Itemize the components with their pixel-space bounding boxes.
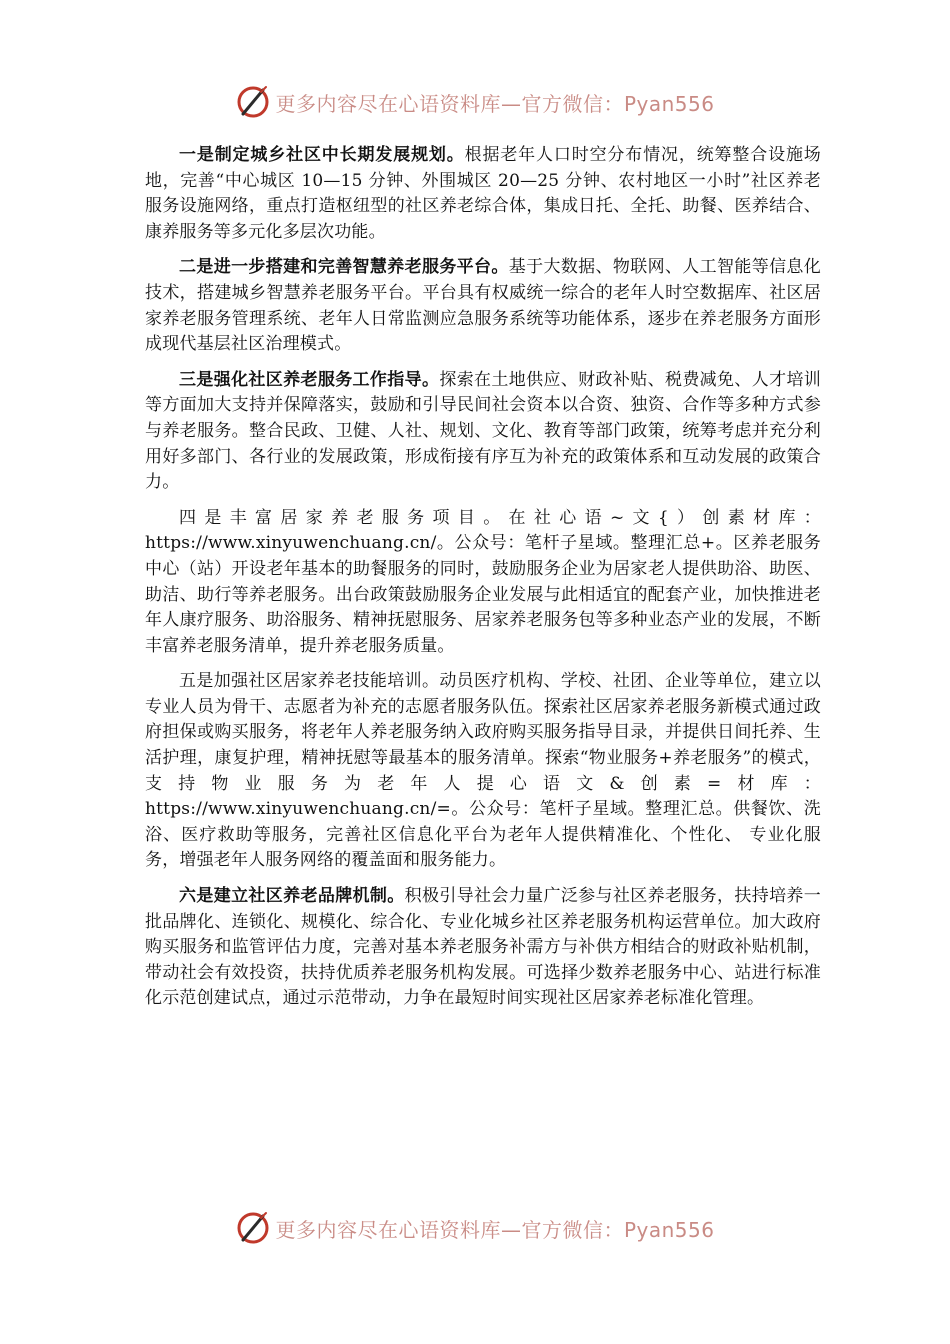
- paragraph-2-body: 基于大数据、物联网、人工智能等信息化技术，搭建城乡智慧养老服务平台。平台具有权威统一综合的老年人时空数据库、社区居家养老服务管理系统、老年人日常监测应急服务系统等功能体系，逐步在养老服务方面形成现代基层社区治理模式。: [145, 257, 821, 355]
- paragraph-1-lead: 一是制定城乡社区中长期发展规划。: [179, 145, 465, 165]
- paragraph-2: [145, 255, 821, 357]
- paragraph-5-body: 五是加强社区居家养老技能培训。动员医疗机构、学校、社团、企业等单位，建立以专业人员为骨干、志愿者为补充的志愿者服务队伍。探索社区居家养老服务新模式通过政府担保或购买服务，将老年人养老服务纳入政府购买服务指导目录，并提供日间托养、生活护理，康复护理，精神抚慰等最基本的服务清单。探索“物业服务+养老服务”的模式，支持物业服务为老年人提心语文&创素=材库：https://www.xinyuwenchuang.cn/=。公众号：笔杆子星域。整理汇总。供餐饮、洗浴、医疗救助等服务，完善社区信息化平台为老年人提供精准化、个性化、 专业化服务，增强老年人服务网络的覆盖面和服务能力。: [145, 671, 821, 871]
- document-body: [145, 143, 821, 1022]
- paragraph-5: [145, 669, 821, 874]
- paragraph-6-body: 积极引导社会力量广泛参与社区养老服务，扶持培养一批品牌化、连锁化、规模化、综合化、专业化城乡社区养老服务机构运营单位。加大政府购买服务和监管评估力度，完善对基本养老服务补需方与补供方相结合的财政补贴机制，带动社会有效投资，扶持优质养老服务机构发展。可选择少数养老服务中心、站进行标准化示范创建试点，通过示范带动，力争在最短时间实现社区居家养老标准化管理。: [145, 886, 821, 1009]
- paragraph-2-lead: 二是进一步搭建和完善智慧养老服务平台。: [179, 257, 509, 278]
- paragraph-4: [145, 506, 821, 660]
- paragraph-1: [145, 143, 821, 245]
- header-banner-text: 更多内容尽在心语资料库—官方微信：Pyan556: [275, 91, 715, 116]
- paragraph-3: [145, 368, 821, 496]
- header-banner: [0, 82, 950, 122]
- paragraph-3-lead: 三是强化社区养老服务工作指导。: [179, 369, 440, 390]
- paragraph-3-body: 探索在土地供应、财政补贴、税费减免、人才培训等方面加大支持并保障落实，鼓励和引导民间社会资本以合资、独资、合作等多种方式参与养老服务。整合民政、卫健、人社、规划、文化、教育等部门政策，统筹考虑并充分利用好多部门、各行业的发展政策，形成衔接有序互为补充的政策体系和互动发展的政策合力。: [145, 369, 822, 493]
- paragraph-6-lead: 六是建立社区养老品牌机制。: [179, 886, 405, 907]
- paragraph-1-body: 根据老年人口时空分布情况，统筹整合设施场地，完善“中心城区 10—15 分钟、外围城区 20—25 分钟、农村地区一小时”社区养老服务设施网络，重点打造枢纽型的社区养老综合体，集成日托、全托、助餐、医养结合、康养服务等多元化多层次功能。: [145, 145, 821, 242]
- footer-banner-text: 更多内容尽在心语资料库—官方微信：Pyan556: [275, 1217, 715, 1242]
- footer-banner: [0, 1208, 950, 1248]
- paragraph-6: [145, 884, 821, 1012]
- pen-circle-logo-icon: [235, 1210, 271, 1246]
- paragraph-4-body: 四是丰富居家养老服务项目。在社心语~文{）创素材库：https://www.xinyuwenchuang.cn/。公众号：笔杆子星域。整理汇总+。区养老服务中心（站）开设老年基本的助餐服务的同时，鼓励服务企业为居家老人提供助浴、助医、助洁、助行等养老服务。出台政策鼓励服务企业发展与此相适宜的配套产业，加快推进老年人康疗服务、助浴服务、精神抚慰服务、居家养老服务包等多种业态产业的发展，不断丰富养老服务清单，提升养老服务质量。: [145, 507, 821, 656]
- pen-circle-logo-icon: [235, 84, 271, 120]
